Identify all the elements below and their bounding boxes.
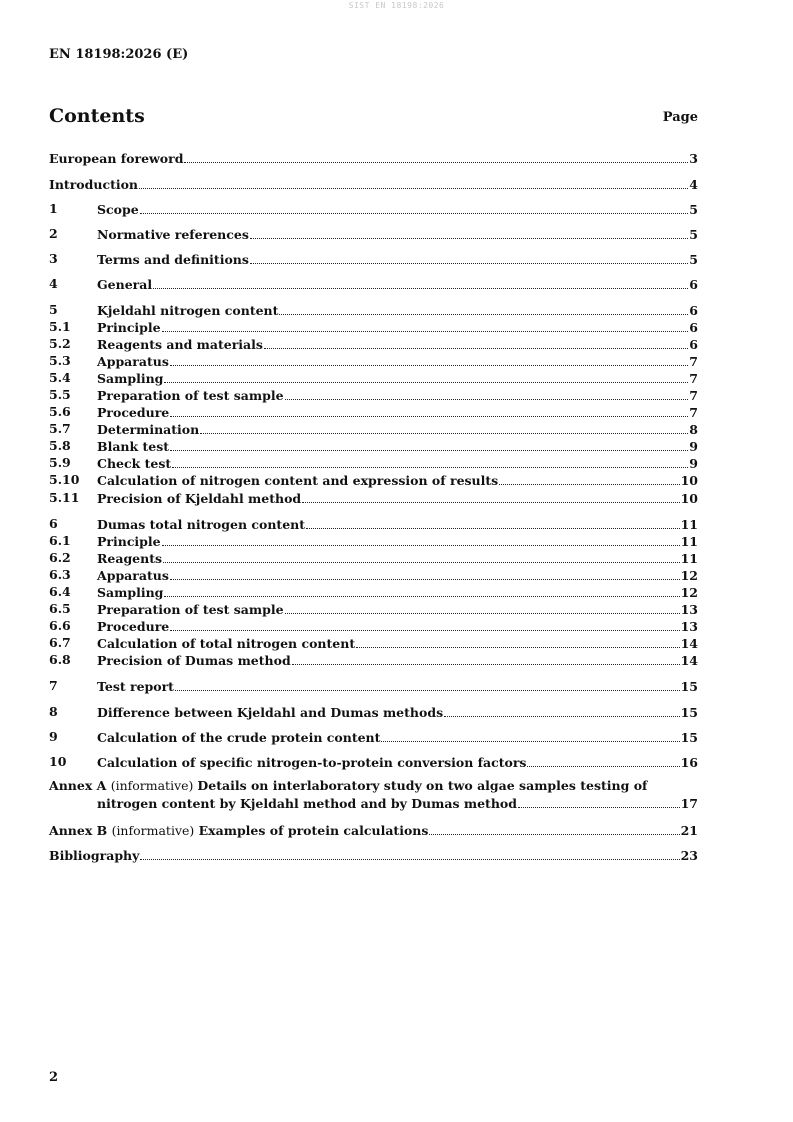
- document-id: EN 18198:2026 (E): [49, 47, 189, 62]
- toc-entry-title: Reagents: [97, 551, 163, 566]
- toc-entry[interactable]: [49, 795, 698, 811]
- toc-entry-number: 9: [49, 729, 58, 744]
- toc-leader-dots: [444, 704, 679, 717]
- toc-entry-number: 5.5: [49, 387, 71, 402]
- toc-entry[interactable]: [49, 387, 698, 403]
- toc-entry-title: Preparation of test sample: [97, 388, 284, 403]
- toc-entry-page: 15: [680, 705, 698, 720]
- toc-entry-title: Kjeldahl nitrogen content: [97, 303, 279, 318]
- toc-entry[interactable]: [49, 276, 698, 292]
- toc-entry-number: 5.9: [49, 455, 71, 470]
- toc-entry-title: Preparation of test sample: [97, 602, 284, 617]
- toc-entry-title: Terms and definitions: [97, 252, 249, 267]
- toc-entry-page: 21: [680, 823, 698, 838]
- toc-entry-title: Calculation of total nitrogen content: [97, 636, 356, 651]
- toc-entry[interactable]: [49, 404, 698, 420]
- toc-entry-number: 7: [49, 678, 58, 693]
- toc-entry-title: Calculation of the crude protein content: [97, 730, 381, 745]
- toc-leader-dots: [279, 302, 688, 315]
- toc-entry[interactable]: [49, 226, 698, 242]
- toc-entry[interactable]: [49, 822, 698, 838]
- toc-leader-dots: [164, 370, 688, 383]
- toc-entry-page: 6: [689, 277, 698, 292]
- toc-entry-title: Introduction: [49, 177, 139, 192]
- toc-leader-dots: [170, 438, 688, 451]
- toc-entry-page: 7: [689, 371, 698, 386]
- toc-leader-dots: [302, 490, 679, 503]
- toc-entry-heading: [49, 778, 647, 794]
- toc-leader-dots: [162, 533, 680, 546]
- toc-entry-title: [49, 823, 428, 839]
- toc-entry-number: 5.11: [49, 490, 80, 505]
- toc-entry-page: 9: [689, 439, 698, 454]
- toc-entry-title: Procedure: [97, 619, 170, 634]
- toc-entry[interactable]: [49, 516, 698, 532]
- toc-entry-title: Sampling: [97, 371, 164, 386]
- page-number: 2: [49, 1070, 59, 1085]
- toc-entry-number: 10: [49, 754, 67, 769]
- page-column-label: Page: [662, 110, 698, 125]
- toc-entry-title: Check test: [97, 456, 172, 471]
- toc-leader-dots: [285, 601, 680, 614]
- toc-entry-annex-line1: [49, 778, 698, 794]
- toc-entry-page: 7: [689, 405, 698, 420]
- toc-entry-page: 12: [680, 568, 698, 583]
- contents-title: Contents: [49, 105, 145, 127]
- toc-entry-title: Scope: [97, 202, 139, 217]
- toc-entry-number: 6.5: [49, 601, 71, 616]
- toc-entry-page: 6: [689, 303, 698, 318]
- toc-entry-number: 6.2: [49, 550, 71, 565]
- toc-entry[interactable]: [49, 421, 698, 437]
- toc-leader-dots: [527, 754, 679, 767]
- toc-entry-number: 6.8: [49, 652, 71, 667]
- toc-entry[interactable]: [49, 336, 698, 352]
- toc-entry[interactable]: [49, 472, 698, 488]
- toc-leader-dots: [170, 404, 688, 417]
- toc-entry-number: 5.7: [49, 421, 71, 436]
- toc-entry[interactable]: [49, 490, 698, 506]
- toc-leader-dots: [250, 251, 688, 264]
- toc-entry-page: 9: [689, 456, 698, 471]
- toc-entry-page: 7: [689, 388, 698, 403]
- toc-entry[interactable]: [49, 618, 698, 634]
- toc-leader-dots: [170, 567, 680, 580]
- toc-leader-dots: [162, 319, 689, 332]
- toc-entry[interactable]: [49, 678, 698, 694]
- toc-entry-number: 2: [49, 226, 58, 241]
- toc-entry[interactable]: [49, 353, 698, 369]
- toc-entry-title: Principle: [97, 320, 161, 335]
- toc-entry-page: 7: [689, 354, 698, 369]
- toc-entry[interactable]: [49, 370, 698, 386]
- toc-entry-title: Blank test: [97, 439, 170, 454]
- toc-leader-dots: [306, 516, 680, 529]
- toc-leader-dots: [381, 729, 679, 742]
- toc-leader-dots: [264, 336, 688, 349]
- toc-entry[interactable]: [49, 550, 698, 566]
- toc-entry-number: 5.2: [49, 336, 71, 351]
- toc-entry-page: 11: [680, 551, 698, 566]
- toc-leader-dots: [170, 353, 688, 366]
- toc-entry-number: 6.6: [49, 618, 71, 633]
- toc-entry[interactable]: [49, 251, 698, 267]
- toc-entry-title: Difference between Kjeldahl and Dumas methods: [97, 705, 444, 720]
- toc-entry-page: 14: [680, 653, 698, 668]
- toc-entry-title: Test report: [97, 679, 174, 694]
- toc-entry-number: Annex A: [49, 778, 107, 793]
- toc-entry-title: General: [97, 277, 153, 292]
- toc-leader-dots: [285, 387, 689, 400]
- toc-entry-number: 6.3: [49, 567, 71, 582]
- toc-entry-number: 4: [49, 276, 58, 291]
- toc-entry-number: 6.4: [49, 584, 71, 599]
- toc-entry[interactable]: [49, 176, 698, 192]
- toc-entry-title: Sampling: [97, 585, 164, 600]
- toc-entry[interactable]: [49, 847, 698, 863]
- toc-leader-dots: [200, 421, 688, 434]
- toc-leader-dots: [499, 472, 679, 485]
- toc-entry-title: Dumas total nitrogen content: [97, 517, 306, 532]
- toc-entry[interactable]: [49, 652, 698, 668]
- toc-entry-page: 10: [680, 491, 698, 506]
- toc-entry-number: 3: [49, 251, 58, 266]
- toc-entry-title: Calculation of nitrogen content and expression of results: [97, 473, 499, 488]
- toc-leader-dots: [429, 822, 679, 835]
- toc-entry-page: 13: [680, 619, 698, 634]
- toc-entry-page: 5: [689, 252, 698, 267]
- toc-entry-page: 5: [689, 202, 698, 217]
- toc-entry-title: Bibliography: [49, 848, 140, 863]
- toc-entry-title: Principle: [97, 534, 161, 549]
- toc-entry-page: 8: [689, 422, 698, 437]
- toc-entry-qualifier: (informative): [110, 778, 198, 793]
- toc-entry-title: Reagents and materials: [97, 337, 263, 352]
- toc-entry-page: 4: [689, 177, 698, 192]
- toc-entry-number: 6: [49, 516, 58, 531]
- toc-leader-dots: [292, 652, 680, 665]
- toc-leader-dots: [170, 618, 679, 631]
- toc-entry-page: 10: [680, 473, 698, 488]
- toc-entry-page: 11: [680, 517, 698, 532]
- toc-leader-dots: [184, 150, 688, 163]
- toc-entry-number: 6.1: [49, 533, 71, 548]
- toc-entry-number: 5.3: [49, 353, 71, 368]
- toc-entry-page: 6: [689, 337, 698, 352]
- toc-entry-page: 12: [680, 585, 698, 600]
- toc-entry-page: 6: [689, 320, 698, 335]
- toc-entry[interactable]: [49, 302, 698, 318]
- toc-entry-number: 5.6: [49, 404, 71, 419]
- toc-entry-title: Calculation of specific nitrogen-to-protein conversion factors: [97, 755, 527, 770]
- toc-entry-page: 14: [680, 636, 698, 651]
- toc-entry-page: 16: [680, 755, 698, 770]
- toc-entry-number: 5.8: [49, 438, 71, 453]
- toc-entry-title: Apparatus: [97, 354, 169, 369]
- toc-entry[interactable]: [49, 455, 698, 471]
- toc-entry[interactable]: [49, 729, 698, 745]
- toc-entry[interactable]: [49, 635, 698, 651]
- toc-leader-dots: [140, 847, 679, 860]
- toc-leader-dots: [250, 226, 688, 239]
- toc-entry[interactable]: [49, 601, 698, 617]
- toc-leader-dots: [164, 584, 679, 597]
- toc-entry-number: 8: [49, 704, 58, 719]
- toc-entry-title: Apparatus: [97, 568, 169, 583]
- toc-entry-number: 5.10: [49, 472, 80, 487]
- toc-entry[interactable]: [49, 584, 698, 600]
- toc-entry-title: Precision of Kjeldahl method: [97, 491, 302, 506]
- toc-entry[interactable]: [49, 704, 698, 720]
- watermark: SIST EN 18198:2026: [348, 1, 445, 10]
- toc-leader-dots: [518, 795, 680, 808]
- toc-entry-number: 6.7: [49, 635, 71, 650]
- toc-entry[interactable]: [49, 150, 698, 166]
- toc-leader-dots: [140, 201, 689, 214]
- toc-leader-dots: [172, 455, 688, 468]
- toc-entry-title: European foreword: [49, 151, 184, 166]
- toc-entry-qualifier: (informative): [111, 823, 195, 838]
- toc-leader-dots: [175, 678, 680, 691]
- toc-entry-number: Annex B: [49, 823, 108, 838]
- toc-entry-number: 5: [49, 302, 58, 317]
- toc-entry-page: 3: [689, 151, 698, 166]
- toc-entry-page: 13: [680, 602, 698, 617]
- toc-entry[interactable]: [49, 754, 698, 770]
- toc-entry-page: 15: [680, 730, 698, 745]
- toc-entry-title: Determination: [97, 422, 200, 437]
- toc-leader-dots: [139, 176, 688, 189]
- toc-entry-title: nitrogen content by Kjeldahl method and by Dumas method: [97, 796, 517, 811]
- toc-entry-number: 5.4: [49, 370, 71, 385]
- toc-entry[interactable]: [49, 567, 698, 583]
- toc-entry[interactable]: [49, 438, 698, 454]
- toc-leader-dots: [163, 550, 680, 563]
- toc-leader-dots: [356, 635, 680, 648]
- toc-entry-title-text: Examples of protein calculations: [198, 823, 429, 838]
- toc-entry-title: Normative references: [97, 227, 249, 242]
- toc-entry[interactable]: [49, 201, 698, 217]
- toc-entry-page: 23: [680, 848, 698, 863]
- toc-entry[interactable]: [49, 533, 698, 549]
- toc-leader-dots: [153, 276, 688, 289]
- toc-entry-page: 5: [689, 227, 698, 242]
- toc-entry-title: Precision of Dumas method: [97, 653, 291, 668]
- toc-entry-title-line1: Details on interlaboratory study on two algae samples testing of: [197, 778, 648, 793]
- toc-entry-page: 17: [680, 796, 698, 811]
- toc-entry-page: 15: [680, 679, 698, 694]
- toc-entry-title: Procedure: [97, 405, 170, 420]
- toc-entry-number: 1: [49, 201, 58, 216]
- toc-entry[interactable]: [49, 319, 698, 335]
- toc-entry-number: 5.1: [49, 319, 71, 334]
- toc-entry-page: 11: [680, 534, 698, 549]
